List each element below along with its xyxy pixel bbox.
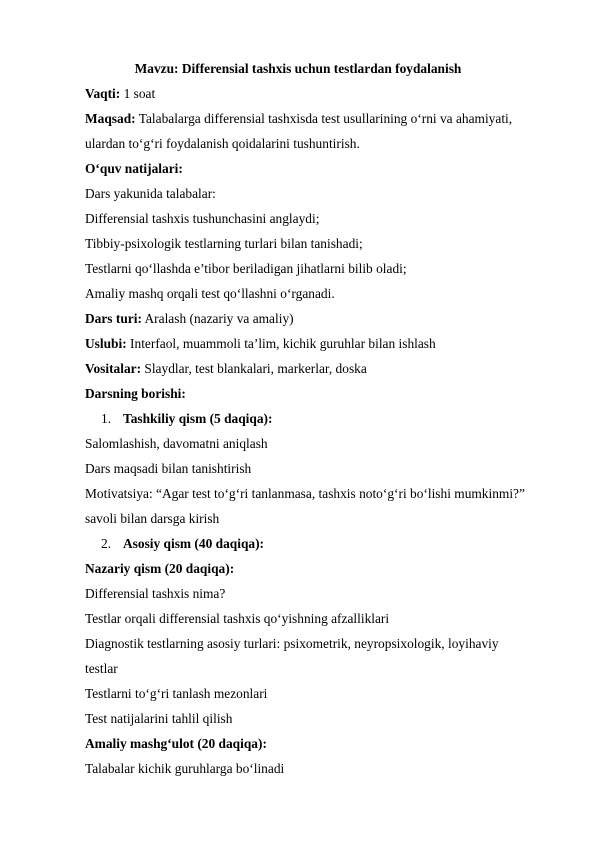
amaliy-mashgulot-heading: Amaliy mashg‘ulot (20 daqiqa): [85,736,267,751]
vositalar-value: Slaydlar, test blankalari, markerlar, doska [141,361,367,376]
nazariy-item: Testlar orqali differensial tashxis qo‘yishning afzalliklari [85,611,390,626]
section-1-item: Salomlashish, davomatni aniqlash [85,436,268,451]
vaqti-value: 1 soat [120,86,156,101]
section-1-item: Dars maqsadi bilan tanishtirish [85,461,252,476]
darsning-borishi-heading: Darsning borishi: [85,386,186,401]
dars-turi-value: Aralash (nazariy va amaliy) [141,311,294,326]
section-1-item: Motivatsiya: “Agar test to‘g‘ri tanlanmasa, tashxis noto‘g‘ri bo‘lishi mumkinmi?” [85,486,525,501]
nazariy-item: Testlarni to‘g‘ri tanlash mezonlari [85,686,268,701]
nazariy-item: Differensial tashxis nima? [85,586,226,601]
section-2-title: Asosiy qism (40 daqiqa): [123,536,265,551]
section-1-number: 1. [101,411,112,426]
section-1-item: savoli bilan darsga kirish [85,511,220,526]
uslubi-label: Uslubi: [85,336,127,351]
maqsad-label: Maqsad: [85,111,136,126]
maqsad-value: Talabalarga differensial tashxisda test usullarining o‘rni va ahamiyati, [135,111,513,126]
oquv-item: Dars yakunida talabalar: [85,186,216,201]
oquv-item: Amaliy mashq orqali test qo‘llashni o‘rganadi. [85,286,335,301]
dars-turi-line [85,311,294,327]
vaqti-line [85,86,155,102]
uslubi-value: Interfaol, muammoli ta’lim, kichik guruhlar bilan ishlash [126,336,436,351]
amaliy-item: Talabalar kichik guruhlarga bo‘linadi [85,761,285,776]
section-1-title: Tashkiliy qism (5 daqiqa): [123,411,273,426]
nazariy-item: Test natijalarini tahlil qilish [85,711,233,726]
dars-turi-label: Dars turi: [85,311,142,326]
oquv-item: Testlarni qo‘llashda e’tibor beriladigan jihatlarni bilib oladi; [85,261,407,276]
oquv-item: Differensial tashxis tushunchasini anglaydi; [85,211,320,226]
vositalar-line [85,361,367,377]
oquv-item: Tibbiy-psixologik testlarning turlari bilan tanishadi; [85,236,363,251]
maqsad-line [85,111,512,127]
maqsad-continuation: ulardan to‘g‘ri foydalanish qoidalarini tushuntirish. [85,136,360,151]
nazariy-item: Diagnostik testlarning asosiy turlari: psixometrik, neyropsixologik, loyihaviy [85,636,499,651]
page-title: Mavzu: Differensial tashxis uchun testlardan foydalanish [134,61,462,76]
vaqti-label: Vaqti: [85,86,121,101]
nazariy-qism-heading: Nazariy qism (20 daqiqa): [85,561,235,576]
vositalar-label: Vositalar: [85,361,142,376]
nazariy-item: testlar [85,661,118,676]
uslubi-line [85,336,436,352]
oquv-natijalari-heading: O‘quv natijalari: [85,161,183,176]
section-2-number: 2. [101,536,112,551]
